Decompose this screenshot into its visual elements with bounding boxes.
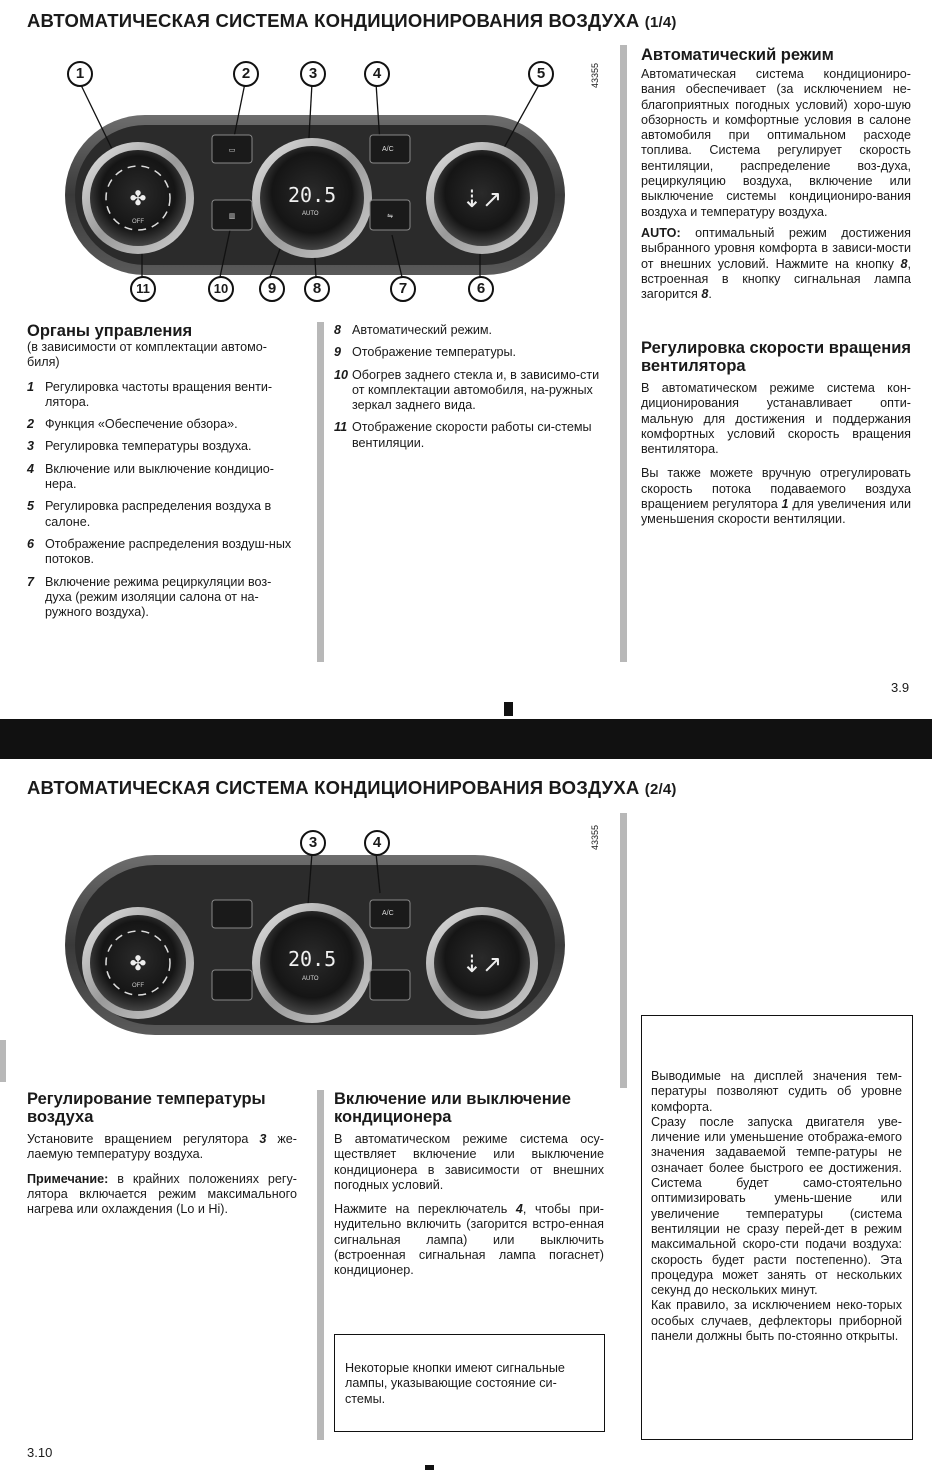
- climate-panel-illustration: [20, 55, 600, 305]
- ac-button-label: A/C: [382, 146, 394, 153]
- temperature-section: [27, 1090, 297, 1217]
- svg-text:✤: ✤: [129, 951, 147, 975]
- page1-title-part: (1/4): [644, 14, 677, 31]
- auto-mode-text: Автоматическая система кондициониро-вания обеспечивает (за исключением не-благоприятных погодных условий) хоро-шую обзорность и комфортные условия в салоне автомобиля при оптимальном расходе топлива. Система регулирует скорость вентиляции, распределение воз-духа, рециркуляцию воздуха, включение или выключение системы кондициониро-вания воздуха и температуру воздуха.: [641, 67, 911, 219]
- callout-3: 3: [300, 61, 326, 87]
- list-item: 4 Включение или выключение кондицио-нера.: [27, 461, 274, 492]
- climate-panel-figure-2: [20, 825, 600, 1045]
- comfort-text-2: Сразу после запуска двигателя уве-личение или уменьшение отобража-емого значения задаваемой темпе-ратуры не означает более быстрого ее достижения. Система будет само-стоятельно оптимизировать умень-шение или увеличение температуры (система вентиляции не сразу перей-дет в режим максимальной скоро-сти подачи воздуха: скорость будет расти постепенно). Эта процедура может занять от нескольких секунд до нескольких минут.: [651, 1114, 902, 1298]
- controls-subtitle: (в зависимости от комплектации автомо-биля): [27, 340, 267, 370]
- fan-speed-section: [641, 339, 911, 528]
- svg-text:⇣↗: ⇣↗: [461, 950, 503, 978]
- auto-mode-auto-text: AUTO: оптимальный режим достижения выбранного уровня комфорта в зависи-мости от внешних условий. Нажмите на кнопку 8, встроенная в кнопку сигнальная лампа загорится 8.: [641, 225, 911, 302]
- page2-title-part: (2/4): [644, 781, 677, 798]
- callout-4: 4: [364, 830, 390, 856]
- svg-text:✤: ✤: [129, 186, 147, 210]
- fan-speed-heading: Регулировка скорости вращения вентилятора: [641, 339, 912, 375]
- svg-text:▭: ▭: [228, 146, 236, 154]
- column-divider: [0, 1040, 6, 1082]
- temperature-display: 20.5: [288, 947, 337, 971]
- column-divider: [620, 813, 627, 1088]
- svg-text:▥: ▥: [228, 212, 236, 220]
- list-item: 10 Обогрев заднего стекла и, в зависимо-сти от комплектации автомобиля, на-ружных зеркал заднего вида.: [334, 367, 600, 413]
- list-item: 11 Отображение скорости работы си-стемы вентиляции.: [334, 420, 592, 450]
- list-item: 2 Функция «Обеспечение обзора».: [27, 417, 238, 432]
- image-code: 43355: [590, 824, 600, 850]
- page1-title: АВТОМАТИЧЕСКАЯ СИСТЕМА КОНДИЦИОНИРОВАНИЯ ВОЗДУХА (1/4): [27, 10, 677, 31]
- temperature-note: Примечание: в крайних положениях регу-лятора включается режим максимального нагрева или охлаждения (Lo и Hi).: [27, 1171, 297, 1217]
- fan-off-label: OFF: [132, 983, 144, 989]
- callout-6: 6: [468, 276, 494, 302]
- list-item: 3 Регулировка температуры воздуха.: [27, 439, 252, 454]
- ac-text: В автоматическом режиме система осу-ществляет включение или выключение кондиционера в зависимости от внешних погодных условий.: [334, 1132, 604, 1192]
- fan-off-label: OFF: [132, 219, 144, 225]
- svg-text:⇣↗: ⇣↗: [461, 185, 503, 213]
- image-code: 43355: [590, 62, 600, 88]
- list-item: 6 Отображение распределения воздуш-ных потоков.: [27, 536, 292, 567]
- ac-heading: Включение или выключение кондиционера: [334, 1090, 571, 1126]
- ac-button-label: A/C: [382, 910, 394, 917]
- note-box-indicators: Некоторые кнопки имеют сигнальные лампы, указывающие состояние си-стемы.: [334, 1334, 605, 1432]
- climate-panel-figure-1: [20, 55, 600, 305]
- callout-10: 10: [208, 276, 234, 302]
- page-number: 3.9: [891, 680, 910, 695]
- controls-section: [27, 322, 297, 627]
- callout-3: 3: [300, 830, 326, 856]
- climate-panel-illustration-2: [20, 825, 600, 1045]
- column-divider: [620, 45, 627, 323]
- callout-5: 5: [528, 61, 554, 87]
- callout-11: 11: [130, 276, 156, 302]
- callout-4: 4: [364, 61, 390, 87]
- page-separator: [0, 719, 932, 759]
- comfort-text-1: Выводимые на дисплей значения тем-пературы позволяют судить об уровне комфорта.: [651, 1069, 902, 1114]
- auto-indicator: AUTO: [302, 976, 319, 982]
- page2-title: АВТОМАТИЧЕСКАЯ СИСТЕМА КОНДИЦИОНИРОВАНИЯ ВОЗДУХА (2/4): [27, 777, 677, 798]
- column-divider: [317, 1090, 324, 1440]
- list-item: 7 Включение режима рециркуляции воз-духа (режим изоляции салона от на-ружного воздуха).: [27, 574, 272, 620]
- comfort-text-3: Как правило, за исключением неко-торых особых случаев, дефлекторы приборной панели должны быть по-стоянно открыты.: [651, 1298, 902, 1344]
- auto-mode-heading: Автоматический режим: [641, 46, 834, 64]
- fan-speed-text: В автоматическом режиме система кон-диционирования устанавливает опти-мальную для достижения и поддержания комфортных условий скорость вращения вентилятора.: [641, 381, 911, 457]
- ac-manual-text: Нажмите на переключатель 4, чтобы при-нудительно включить (загорится встро-енная сигнальная лампа) или выключить (встроенная сигнальная лампа погаснет) кондиционер.: [334, 1202, 604, 1278]
- list-item: 8 Автоматический режим.: [334, 323, 493, 337]
- svg-text:⇋: ⇋: [387, 212, 393, 220]
- note-box-comfort: [641, 1015, 913, 1440]
- fan-speed-manual-text: Вы также можете вручную отрегулировать скорость потока подаваемого воздуха вращением регулятора 1 для увеличения или уменьшения скорости вентиляции.: [641, 466, 911, 527]
- column-divider: [620, 322, 627, 662]
- auto-mode-section: [641, 46, 911, 302]
- temperature-heading: Регулирование температуры воздуха: [27, 1090, 266, 1126]
- callout-7: 7: [390, 276, 416, 302]
- temperature-text: Установите вращением регулятора 3 же-лаемую температуру воздуха.: [27, 1132, 298, 1162]
- list-item: 1 Регулировка частоты вращения венти-лятора.: [27, 379, 273, 409]
- ac-section: [334, 1090, 604, 1279]
- list-item: 9 Отображение температуры.: [334, 345, 517, 360]
- column-divider: [317, 322, 324, 662]
- controls-heading: Органы управления: [27, 322, 193, 340]
- page-mark: [425, 1465, 434, 1470]
- list-item: 5 Регулировка распределения воздуха в салоне.: [27, 499, 272, 529]
- page-number: 3.10: [27, 1445, 53, 1460]
- callout-8: 8: [304, 276, 330, 302]
- temperature-display: 20.5: [288, 183, 337, 207]
- callout-2: 2: [233, 61, 259, 87]
- callout-9: 9: [259, 276, 285, 302]
- page-mark: [504, 702, 513, 716]
- controls-section-continued: [334, 323, 604, 458]
- auto-indicator: AUTO: [302, 211, 319, 217]
- callout-1: 1: [67, 61, 93, 87]
